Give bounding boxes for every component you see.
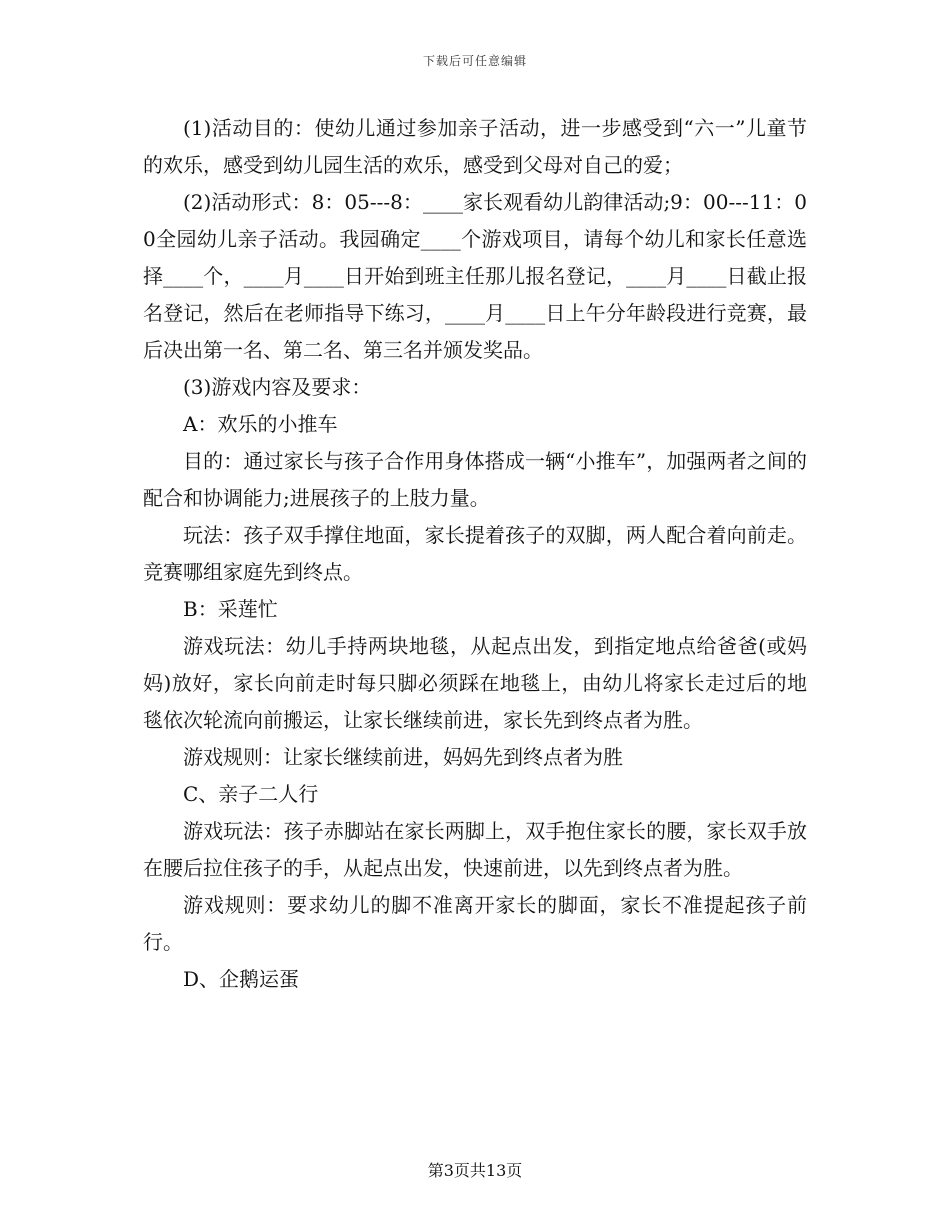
paragraph-game-c-play: 游戏玩法：孩子赤脚站在家长两脚上，双手抱住家长的腰，家长双手放在腰后拉住孩子的手，从起点出发，快速前进，以先到终点者为胜。 <box>143 819 807 880</box>
paragraph-activity-goal: (1)活动目的：使幼儿通过参加亲子活动，进一步感受到“六一”儿童节的欢乐，感受到幼儿园生活的欢乐，感受到父母对自己的爱； <box>143 116 807 177</box>
document-body <box>143 110 807 998</box>
page-header: 下载后可任意编辑 <box>422 54 527 68</box>
paragraph-game-b-play: 游戏玩法：幼儿手持两块地毯，从起点出发，到指定地点给爸爸(或妈妈)放好，家长向前走时每只脚必须踩在地毯上，由幼儿将家长走过后的地毯依次轮流向前搬运，让家长继续前进，家长先到终点者为胜。 <box>143 634 807 732</box>
paragraph-game-c-title: C、亲子二人行 <box>183 782 319 806</box>
paragraph-game-requirements-heading: (3)游戏内容及要求： <box>183 375 372 399</box>
paragraph-game-a-play: 玩法：孩子双手撑住地面，家长提着孩子的双脚，两人配合着向前走。竞赛哪组家庭先到终点。 <box>143 523 807 584</box>
paragraph-game-d-title: D、企鹅运蛋 <box>183 967 300 991</box>
paragraph-game-a-title: A：欢乐的小推车 <box>183 412 338 436</box>
paragraph-game-c-rules: 游戏规则：要求幼儿的脚不准离开家长的脚面，家长不准提起孩子前行。 <box>143 893 807 954</box>
paragraph-activity-format: (2)活动形式：8：05---8：____家长观看幼儿韵律活动;9：00---11：00全园幼儿亲子活动。我园确定____个游戏项目，请每个幼儿和家长任意选择____个，____月____日开始到班主任那儿报名登记，____月____日截止报名登记，然后在老师指导下练习，____月____日上午分年龄段进行竞赛，最后决出第一名、第二名、第三名并颁发奖品。 <box>143 190 807 362</box>
paragraph-game-a-purpose: 目的：通过家长与孩子合作用身体搭成一辆“小推车”，加强两者之间的配合和协调能力;进展孩子的上肢力量。 <box>143 449 807 510</box>
page-footer: 第3页共13页 <box>427 1161 523 1180</box>
paragraph-game-b-title: B：采莲忙 <box>183 597 278 621</box>
paragraph-game-b-rules: 游戏规则：让家长继续前进，妈妈先到终点者为胜 <box>183 745 623 769</box>
